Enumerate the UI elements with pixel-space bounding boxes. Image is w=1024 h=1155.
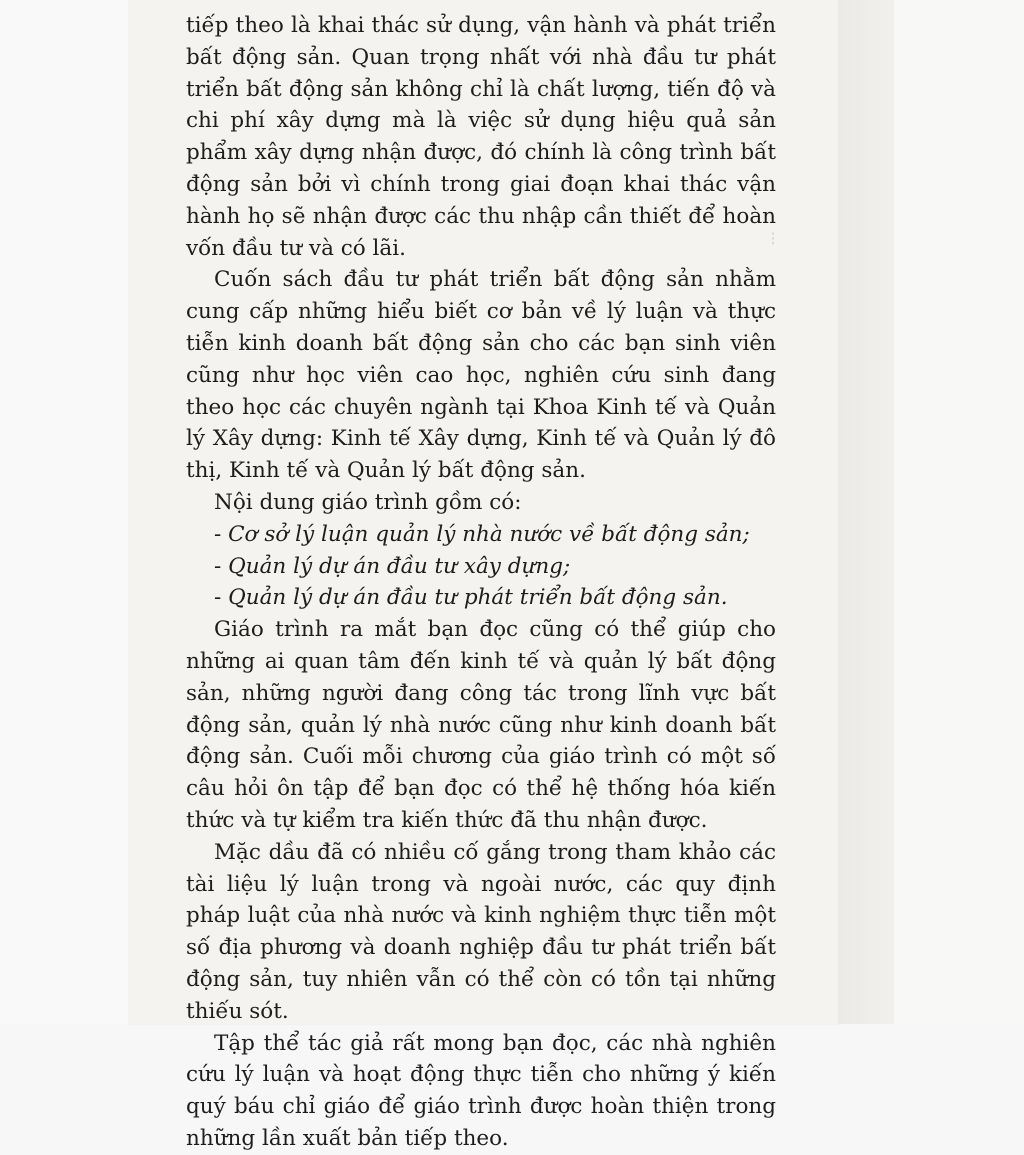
paragraph-acknowledgement: Tập thể tác giả rất mong bạn đọc, các nhà nghiên cứu lý luận và hoạt động thực tiễn cho những ý kiến quý báu chỉ giáo để giáo trình được hoàn thiện trong những lần xuất bản tiếp theo.: [186, 1030, 776, 1151]
background-left: [0, 0, 128, 1024]
contents-item-text: Cơ sở lý luận quản lý nhà nước về bất động sản;: [228, 521, 750, 547]
contents-item: - Cơ sở lý luận quản lý nhà nước về bất động sản;: [214, 521, 750, 547]
contents-item: - Quản lý dự án đầu tư xây dựng;: [214, 553, 571, 579]
paragraph-limitations: Mặc dầu đã có nhiều cố gắng trong tham khảo các tài liệu lý luận trong và ngoài nước, các quy định pháp luật của nhà nước và kinh nghiệm thực tiễn một số địa phương và doanh nghiệp đầu tư phát triển bất động sản, tuy nhiên vẫn có thể còn có tồn tại những thiếu sót.: [186, 839, 776, 1024]
contents-item: - Quản lý dự án đầu tư phát triển bất động sản.: [214, 585, 728, 611]
paragraph-book-purpose: Cuốn sách đầu tư phát triển bất động sản nhằm cung cấp những hiểu biết cơ bản về lý luận và thực tiễn kinh doanh bất động sản cho các bạn sinh viên cũng như học viên cao học, nghiên cứu sinh đang theo học các chuyên ngành tại Khoa Kinh tế và Quản lý Xây dựng: Kinh tế Xây dựng, Kinh tế và Quản lý đô thị, Kinh tế và Quản lý bất động sản.: [186, 267, 776, 484]
show-through-decoration: ⁝: [770, 228, 777, 250]
paragraph-continuation: tiếp theo là khai thác sử dụng, vận hành và phát triển bất động sản. Quan trọng nhất với nhà đầu tư phát triển bất động sản không chỉ là chất lượng, tiến độ và chi phí xây dựng mà là việc sử dụng hiệu quả sản phẩm xây dựng nhận được, đó chính là công trình bất động sản bởi vì chính trong giai đoạn khai thác vận hành họ sẽ nhận được các thu nhập cần thiết để hoàn vốn đầu tư và có lãi.: [186, 13, 776, 261]
contents-item-text: Quản lý dự án đầu tư xây dựng;: [228, 553, 571, 579]
page-body-text: [186, 10, 776, 1155]
contents-item-text: Quản lý dự án đầu tư phát triển bất động sản.: [228, 585, 728, 611]
page-edge-right: [838, 0, 894, 1024]
contents-intro: Nội dung giáo trình gồm có:: [214, 489, 522, 515]
paragraph-audience: Giáo trình ra mắt bạn đọc cũng có thể giúp cho những ai quan tâm đến kinh tế và quản lý bất động sản, những người đang công tác trong lĩnh vực bất động sản, quản lý nhà nước cũng như kinh doanh bất động sản. Cuối mỗi chương của giáo trình có một số câu hỏi ôn tập để bạn đọc có thể hệ thống hóa kiến thức và tự kiểm tra kiến thức đã thu nhận được.: [186, 617, 776, 833]
